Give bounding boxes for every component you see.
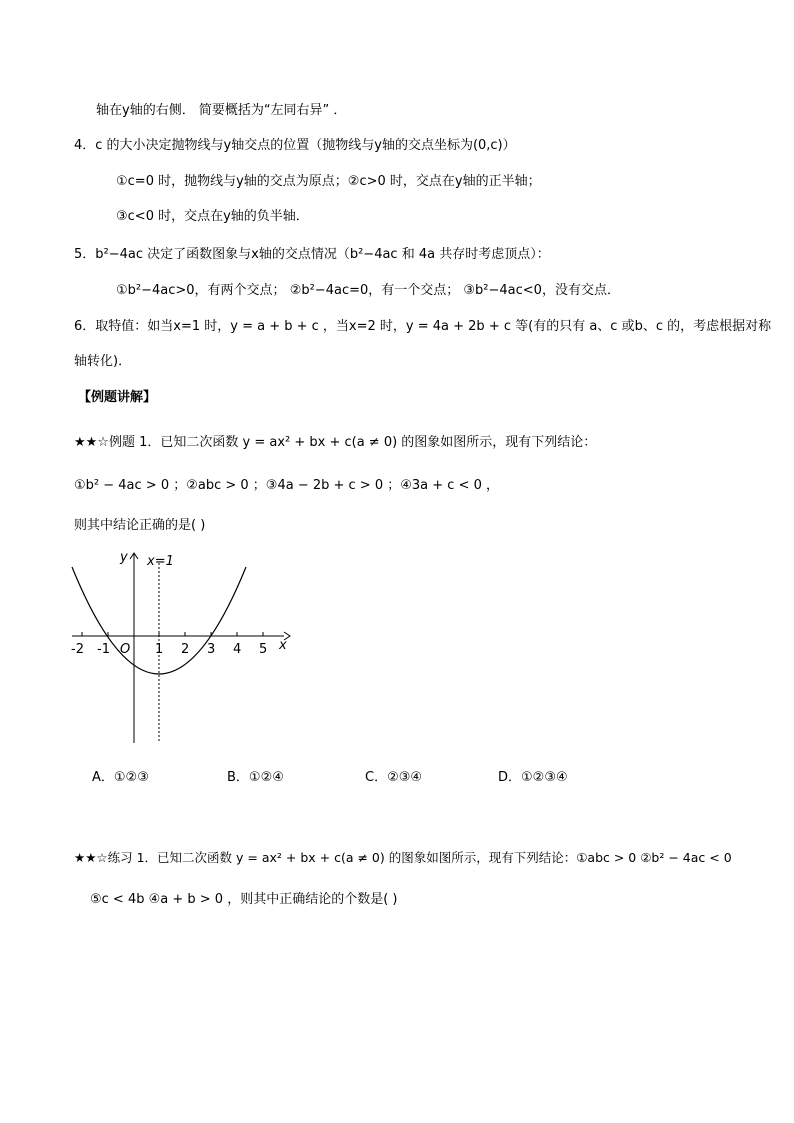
section-heading: 【例题讲解】 xyxy=(78,390,157,405)
practice-question: ★★☆练习 1．已知二次函数 y = ax² + bx + c(a ≠ 0) 的图象如图所示，现有下列结论：①abc > 0 ②b² − 4ac < 0 xyxy=(74,850,732,865)
text-line-8: 轴转化)． xyxy=(74,354,132,369)
x-axis-label: x xyxy=(279,638,287,653)
parabola-graph xyxy=(68,545,298,750)
example-question: ★★☆例题 1．已知二次函数 y = ax² + bx + c(a ≠ 0) 的图象如图所示，现有下列结论： xyxy=(74,435,597,450)
text-line-4: ③c<0 时，交点在y轴的负半轴． xyxy=(116,209,309,224)
tick-label-neg1: -1 xyxy=(97,642,110,657)
text-line-1: 轴在y轴的右侧． 简要概括为“左同右异” ． xyxy=(96,103,347,118)
example-conclusions: ①b² − 4ac > 0 ；②abc > 0 ；③4a − 2b + c > 0 ；④3a + c < 0 ， xyxy=(74,478,499,493)
option-c[interactable]: C．②③④ xyxy=(365,770,423,785)
option-b[interactable]: B．①②④ xyxy=(227,770,284,785)
text-line-2: 4．c 的大小决定抛物线与y轴交点的位置（抛物线与y轴的交点坐标为(0,c)） xyxy=(74,138,516,153)
tick-label-3: 3 xyxy=(207,642,216,657)
tick-label-2: 2 xyxy=(181,642,190,657)
tick-label-5: 5 xyxy=(259,642,268,657)
origin-label: O xyxy=(120,642,131,657)
tick-label-neg2: -2 xyxy=(71,642,84,657)
tick-label-1: 1 xyxy=(155,642,164,657)
tick-label-4: 4 xyxy=(233,642,242,657)
example-prompt: 则其中结论正确的是( ) xyxy=(74,518,206,533)
text-line-7: 6．取特值：如当x=1 时，y = a + b + c ，当x=2 时，y = 4a + 2b + c 等(有的只有 a、c 或b、c 的，考虑根据对称 xyxy=(74,319,772,334)
text-line-6: ①b²−4ac>0，有两个交点； ②b²−4ac=0，有一个交点； ③b²−4ac<0，没有交点． xyxy=(116,283,620,298)
option-a[interactable]: A．①②③ xyxy=(92,770,149,785)
practice-conclusions: ⑤c < 4b ④a + b > 0 ，则其中正确结论的个数是( ) xyxy=(90,892,398,907)
option-d[interactable]: D．①②③④ xyxy=(498,770,568,785)
symmetry-label: x=1 xyxy=(147,554,174,569)
text-line-3: ①c=0 时，抛物线与y轴的交点为原点；②c>0 时，交点在y轴的正半轴； xyxy=(116,174,541,189)
y-axis-label: y xyxy=(120,550,128,565)
text-line-5: 5．b²−4ac 决定了函数图象与x轴的交点情况（b²−4ac 和 4a 共存时考虑顶点）： xyxy=(74,247,550,262)
